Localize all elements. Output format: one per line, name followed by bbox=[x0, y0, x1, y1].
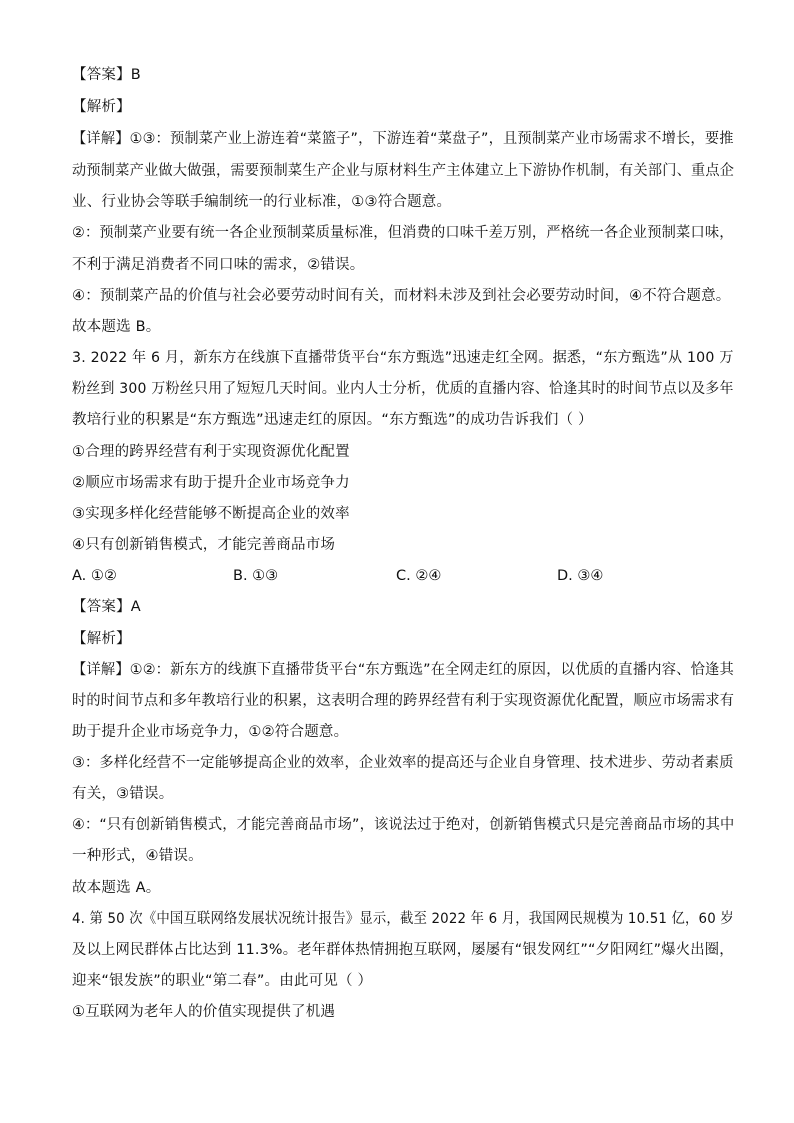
question-stem-line: 4. 第 50 次《中国互联网络发展状况统计报告》显示，截至 2022 年 6 月，我国网民规模为 10.51 亿，60 岁 bbox=[72, 911, 734, 927]
option-b: B. ①③ bbox=[233, 568, 279, 584]
conclusion-line: 故本题选 B。 bbox=[72, 319, 161, 335]
explanation-line: ③：多样化经营不一定能够提高企业的效率，企业效率的提高还与企业自身管理、技术进步、劳动者素质 bbox=[72, 755, 734, 771]
conclusion-line: 故本题选 A。 bbox=[72, 880, 161, 896]
question-stem-line: 粉丝到 300 万粉丝只用了短短几天时间。业内人士分析，优质的直播内容、恰逢其时的时间节点以及多年 bbox=[72, 381, 734, 397]
explanation-line: ④：“只有创新销售模式，才能完善商品市场”，该说法过于绝对，创新销售模式只是完善商品市场的其中 bbox=[72, 817, 735, 833]
statement-item: ①合理的跨界经营有利于实现资源优化配置 bbox=[72, 444, 350, 460]
statement-item: ②顺应市场需求有助于提升企业市场竞争力 bbox=[72, 475, 350, 491]
question-stem-line: 教培行业的积累是“东方甄选”迅速走红的原因。“东方甄选”的成功告诉我们（ ） bbox=[72, 412, 593, 428]
option-a: A. ①② bbox=[72, 568, 117, 584]
question-stem-line: 3. 2022 年 6 月，新东方在线旗下直播带货平台“东方甄选”迅速走红全网。据悉，“东方甄选”从 100 万 bbox=[72, 350, 734, 366]
answer-label: 【答案】A bbox=[72, 599, 141, 615]
explanation-line: ②：预制菜产业要有统一各企业预制菜质量标准，但消费的口味千差万别，严格统一各企业预制菜口味， bbox=[72, 225, 734, 241]
explanation-line: 助于提升企业市场竞争力，①②符合题意。 bbox=[72, 724, 349, 740]
statement-item: ①互联网为老年人的价值实现提供了机遇 bbox=[72, 1004, 336, 1020]
option-d: D. ③④ bbox=[557, 568, 604, 584]
explanation-line: 有关，③错误。 bbox=[72, 786, 174, 802]
question-stem-line: 迎来“银发族”的职业“第二春”。由此可见（ ） bbox=[72, 973, 373, 989]
answer-label: 【答案】B bbox=[72, 67, 141, 83]
question-stem-line: 及以上网民群体占比达到 11.3%。老年群体热情拥抱互联网，屡屡有“银发网红”“夕阳网红”爆火出圈， bbox=[72, 942, 734, 958]
statement-item: ③实现多样化经营能够不断提高企业的效率 bbox=[72, 506, 350, 522]
explanation-line: 动预制菜产业做大做强，需要预制菜生产企业与原材料生产主体建立上下游协作机制，有关部门、重点企 bbox=[72, 163, 735, 179]
option-c: C. ②④ bbox=[396, 568, 442, 584]
explanation-line: 一种形式，④错误。 bbox=[72, 848, 203, 864]
explanation-line: ④：预制菜产品的价值与社会必要劳动时间有关，而材料未涉及到社会必要劳动时间，④不符合题意。 bbox=[72, 288, 731, 304]
explanation-line: 【详解】①②：新东方的线旗下直播带货平台“东方甄选”在全网走红的原因，以优质的直播内容、恰逢其 bbox=[72, 662, 734, 678]
explanation-line: 业、行业协会等联手编制统一的行业标准，①③符合题意。 bbox=[72, 194, 452, 210]
statement-item: ④只有创新销售模式，才能完善商品市场 bbox=[72, 537, 336, 553]
explanation-line: 【详解】①③：预制菜产业上游连着“菜篮子”，下游连着“菜盘子”，且预制菜产业市场需求不增长，要推 bbox=[72, 131, 734, 147]
analysis-label: 【解析】 bbox=[72, 631, 131, 647]
analysis-label: 【解析】 bbox=[72, 99, 131, 115]
explanation-line: 不利于满足消费者不同口味的需求，②错误。 bbox=[72, 257, 365, 273]
explanation-line: 时的时间节点和多年教培行业的积累，这表明合理的跨界经营有利于实现资源优化配置，顺应市场需求有 bbox=[72, 693, 735, 709]
